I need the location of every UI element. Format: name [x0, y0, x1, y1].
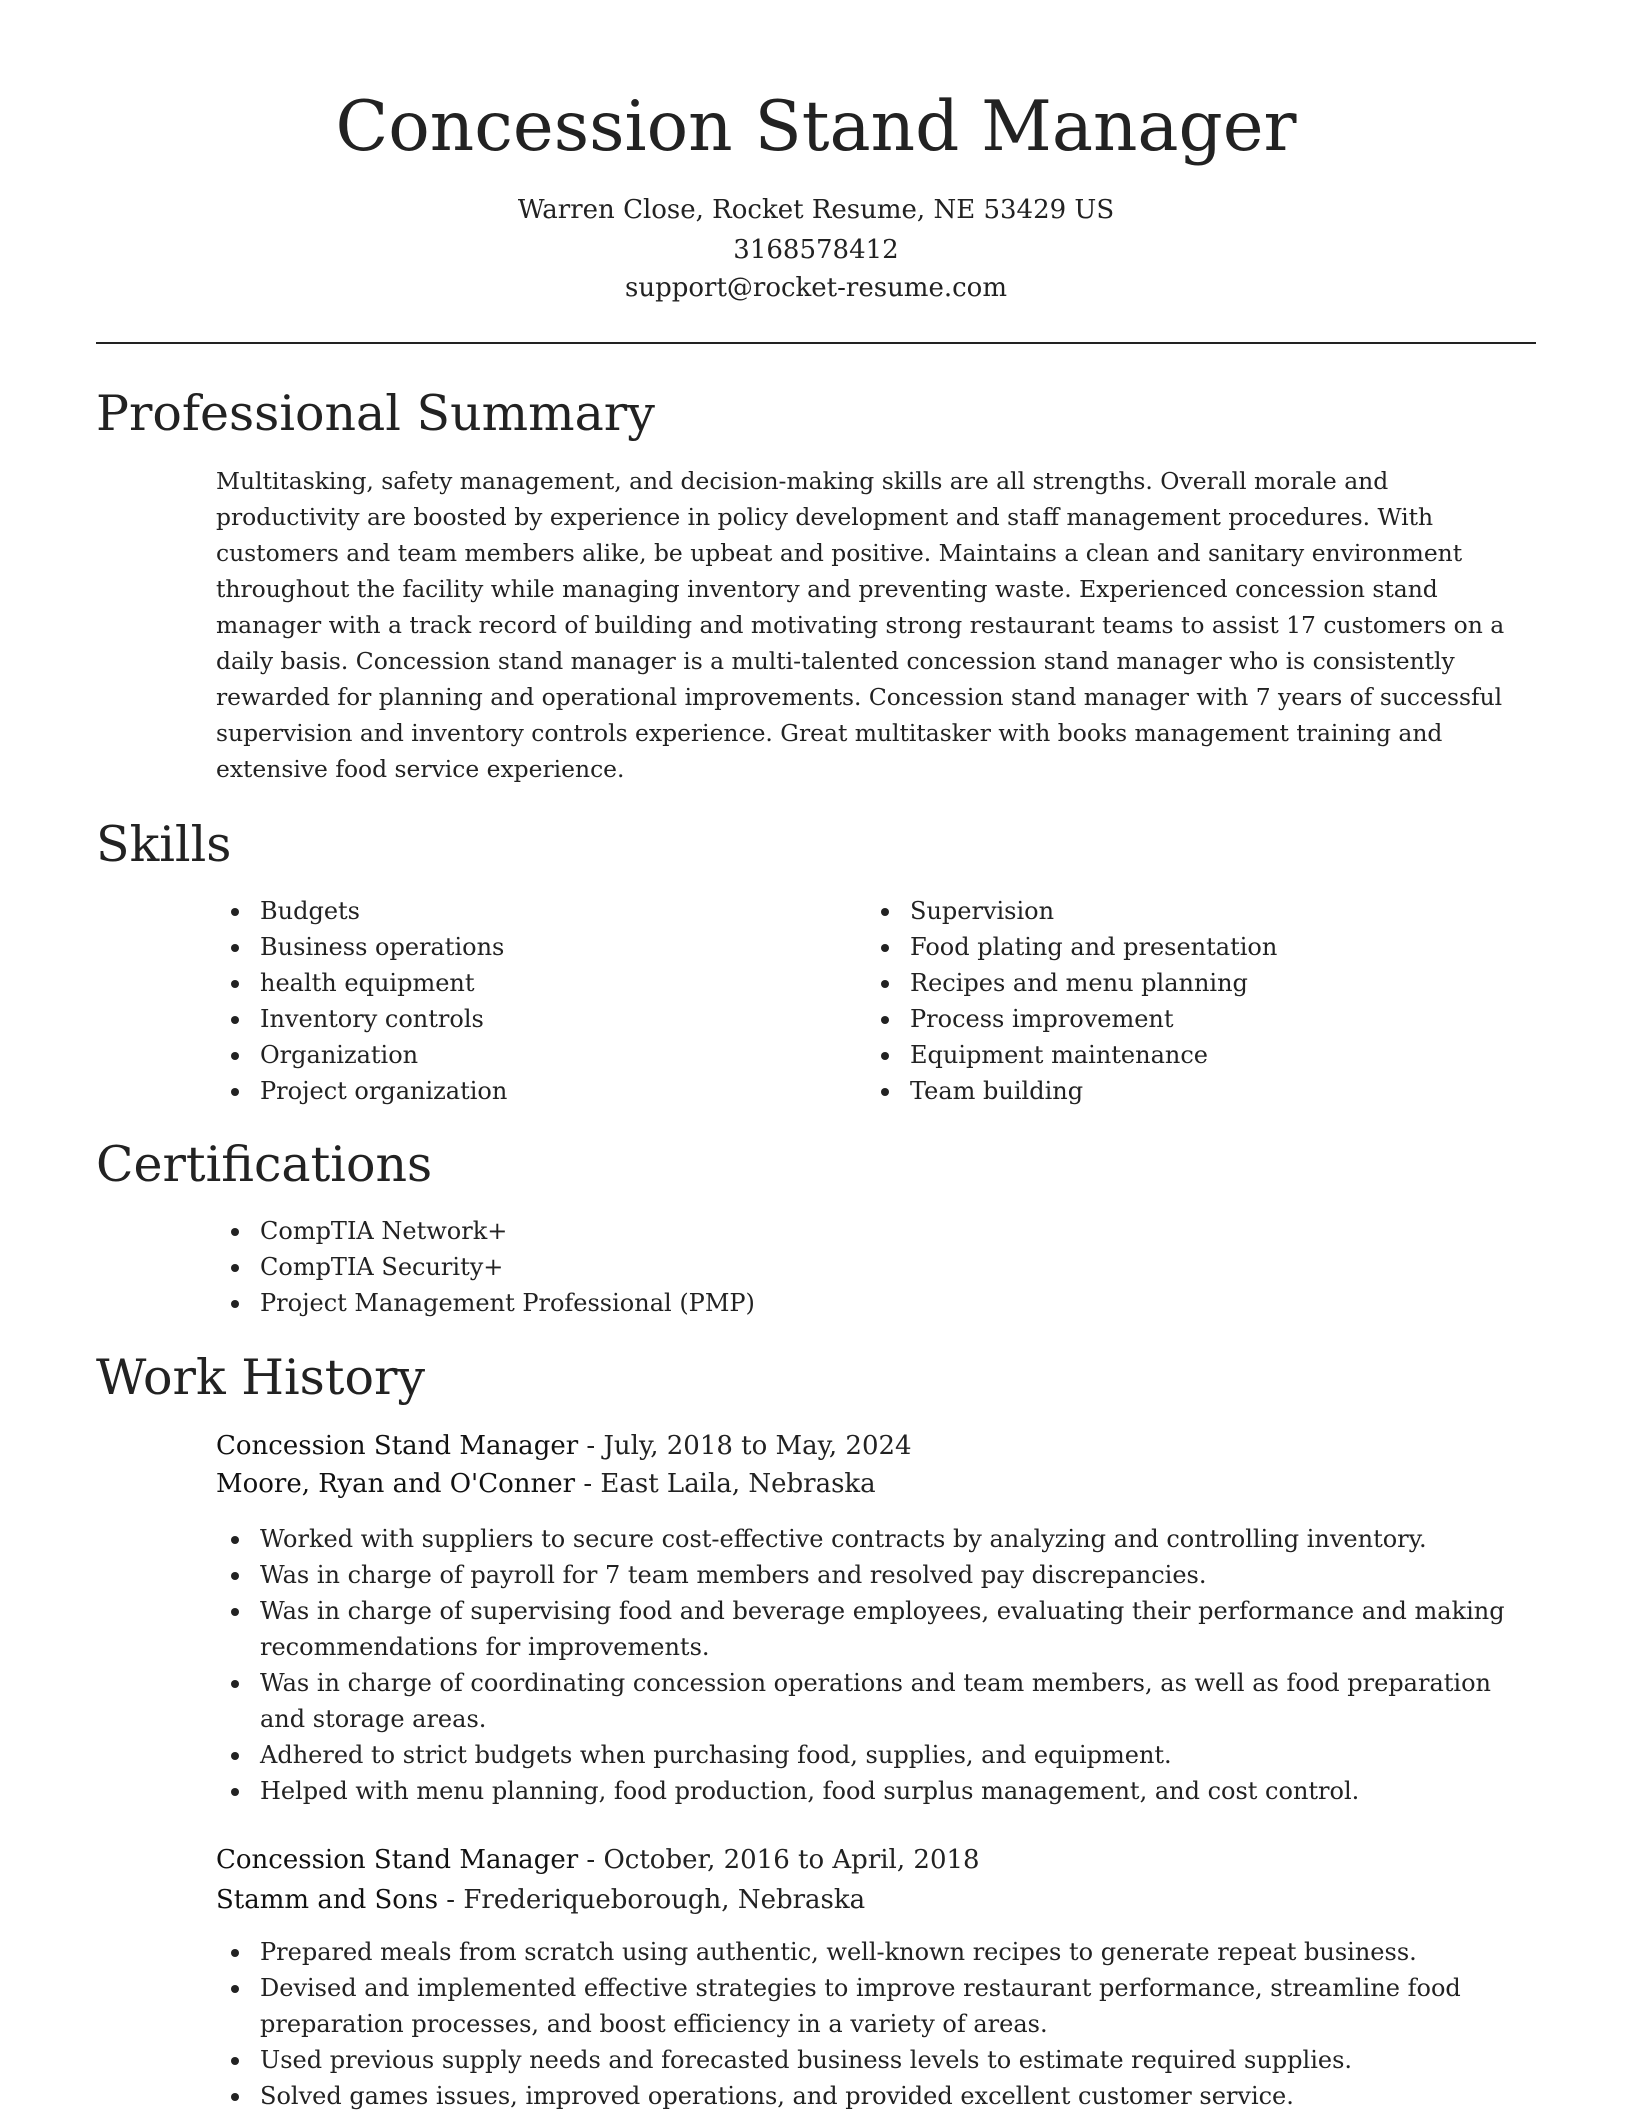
skill-item: Process improvement — [866, 1001, 1466, 1037]
work-history-heading: Work History — [96, 1349, 426, 1406]
contact-address: Warren Close, Rocket Resume, NE 53429 US — [517, 195, 1115, 225]
certification-item: CompTIA Network+ — [216, 1213, 1116, 1249]
contact-email: support@rocket-resume.com — [624, 273, 1007, 303]
job-bullets — [216, 1934, 1526, 2114]
job-dates: July, 2018 to May, 2024 — [603, 1431, 912, 1461]
skill-item: Food plating and presentation — [866, 929, 1466, 965]
skill-item: health equipment — [216, 965, 816, 1001]
job-title-line — [216, 1427, 912, 1465]
job-bullet: Worked with suppliers to secure cost-effective contracts by analyzing and controlling inventory. — [216, 1521, 1526, 1557]
job-separator: - — [575, 1469, 601, 1499]
job-separator: - — [578, 1431, 604, 1461]
skill-item: Project organization — [216, 1073, 816, 1109]
job-bullet: Was in charge of coordinating concession operations and team members, as well as food preparation and storage areas. — [216, 1665, 1526, 1737]
job-bullet: Devised and implemented effective strategies to improve restaurant performance, streamline food preparation processes, and boost efficiency in a variety of areas. — [216, 1970, 1526, 2042]
skill-item: Budgets — [216, 893, 816, 929]
job-bullet: Was in charge of supervising food and beverage employees, evaluating their performance and making recommendations for improvements. — [216, 1593, 1526, 1665]
skills-list-right — [866, 893, 1466, 1109]
summary-text: Multitasking, safety management, and decision-making skills are all strengths. Overall morale and productivity are boosted by experience in policy development and staff management procedures. With customers and team members alike, be upbeat and positive. Maintains a clean and sanitary environment throughout the facility while managing inventory and preventing waste. Experienced concession stand manager with a track record of building and motivating strong restaurant teams to assist 17 customers on a daily basis. Concession stand manager is a multi-talented concession stand manager who is consistently rewarded for planning and operational improvements. Concession stand manager with 7 years of successful supervision and inventory controls experience. Great multitasker with books management training and extensive food service experience. — [216, 467, 1505, 783]
candidate-name: Concession Stand Manager — [335, 87, 1297, 167]
contact-phone: 3168578412 — [733, 235, 899, 265]
job-bullet: Prepared meals from scratch using authentic, well-known recipes to generate repeat business. — [216, 1934, 1526, 1970]
job-dates: October, 2016 to April, 2018 — [603, 1845, 980, 1875]
job-separator: - — [578, 1845, 604, 1875]
skills-heading: Skills — [96, 816, 232, 873]
job-bullet: Used previous supply needs and forecasted business levels to estimate required supplies. — [216, 2042, 1526, 2078]
skill-item: Business operations — [216, 929, 816, 965]
skill-item: Equipment maintenance — [866, 1037, 1466, 1073]
job-title: Concession Stand Manager — [216, 1431, 579, 1461]
header-divider — [96, 342, 1536, 344]
job-bullet: Adhered to strict budgets when purchasing food, supplies, and equipment. — [216, 1737, 1526, 1773]
job-company: Stamm and Sons — [216, 1885, 439, 1915]
skill-item: Team building — [866, 1073, 1466, 1109]
job-bullet: Was in charge of payroll for 7 team members and resolved pay discrepancies. — [216, 1557, 1526, 1593]
job-company: Moore, Ryan and O'Conner — [216, 1469, 576, 1499]
job-title: Concession Stand Manager — [216, 1845, 579, 1875]
certification-item: Project Management Professional (PMP) — [216, 1285, 1116, 1321]
skill-item: Organization — [216, 1037, 816, 1073]
job-bullets — [216, 1521, 1526, 1809]
job-bullet: Helped with menu planning, food production, food surplus management, and cost control. — [216, 1773, 1526, 1809]
skill-item: Inventory controls — [216, 1001, 816, 1037]
job-separator: - — [438, 1885, 464, 1915]
job-company-line — [216, 1881, 865, 1919]
summary-heading: Professional Summary — [96, 385, 655, 442]
certifications-heading: Certifications — [96, 1136, 433, 1193]
job-location: Frederiqueborough, Nebraska — [463, 1885, 866, 1915]
certification-item: CompTIA Security+ — [216, 1249, 1116, 1285]
skill-item: Supervision — [866, 893, 1466, 929]
skill-item: Recipes and menu planning — [866, 965, 1466, 1001]
job-location: East Laila, Nebraska — [600, 1469, 876, 1499]
skills-list-left — [216, 893, 816, 1109]
job-title-line — [216, 1841, 980, 1879]
job-bullet: Solved games issues, improved operations, and provided excellent customer service. — [216, 2078, 1526, 2114]
certifications-list — [216, 1213, 1116, 1321]
job-company-line — [216, 1465, 876, 1503]
